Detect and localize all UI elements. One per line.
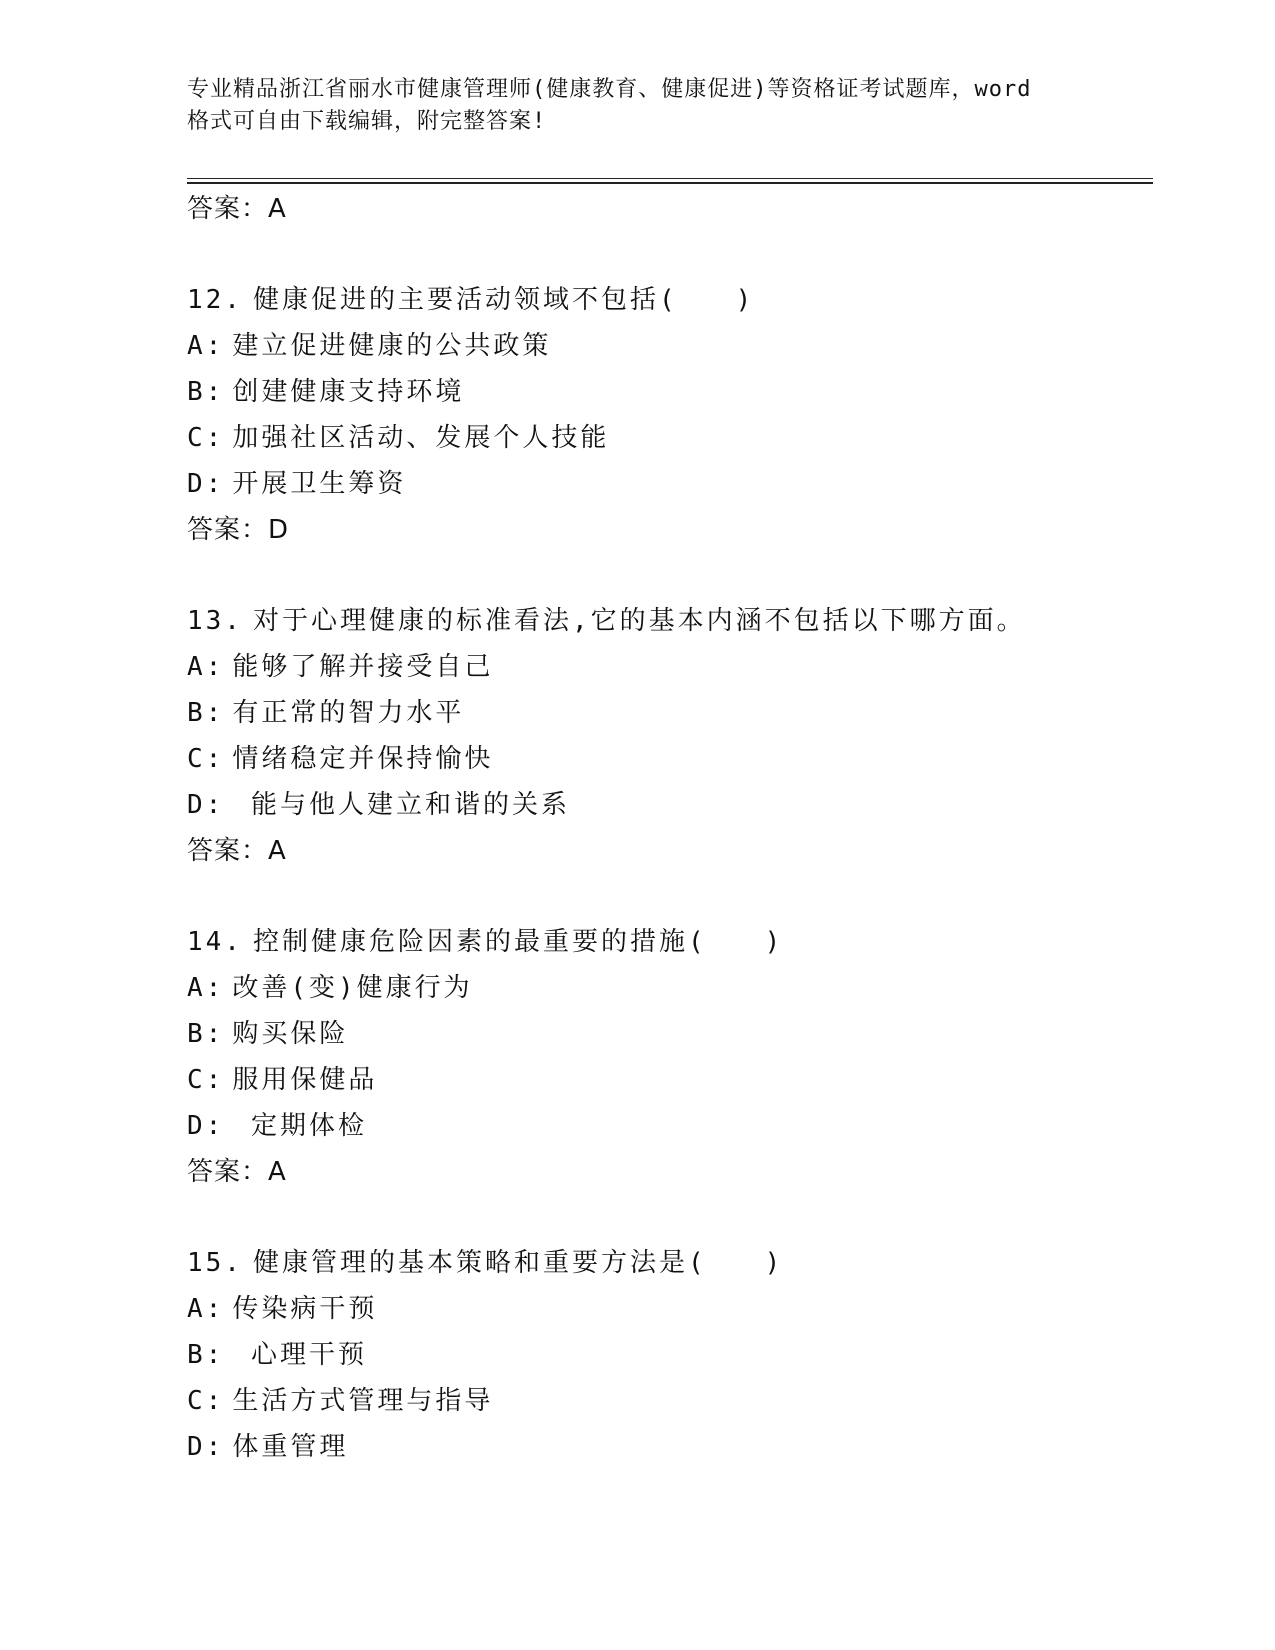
question-12 xyxy=(187,277,1147,553)
question-number: 14. xyxy=(187,927,243,957)
question-number: 15. xyxy=(187,1248,243,1278)
question-text: 健康管理的基本策略和重要方法是( ) xyxy=(252,1248,784,1278)
question-15 xyxy=(187,1240,1147,1470)
question-number: 12. xyxy=(187,285,243,315)
document-header xyxy=(187,74,1087,138)
question-text: 控制健康危险因素的最重要的措施( ) xyxy=(252,927,784,957)
option-a: A: 能够了解并接受自己 xyxy=(187,652,494,682)
question-answer: 答案：A xyxy=(187,836,287,866)
option-c: C: 生活方式管理与指导 xyxy=(187,1386,494,1416)
question-text: 对于心理健康的标准看法,它的基本内涵不包括以下哪方面。 xyxy=(252,606,1026,636)
option-d: D: 开展卫生筹资 xyxy=(187,469,407,499)
option-c: C: 加强社区活动、发展个人技能 xyxy=(187,423,610,453)
question-stem xyxy=(187,1240,1147,1286)
answer-value: A xyxy=(268,194,287,224)
option-a: A: 改善(变)健康行为 xyxy=(187,973,473,1003)
header-rule-thick xyxy=(187,182,1153,184)
question-answer: 答案：D xyxy=(187,515,290,545)
answer-label: 答案： xyxy=(187,194,269,224)
option-b: B: 心理干预 xyxy=(187,1340,367,1370)
option-d: D: 定期体检 xyxy=(187,1111,367,1141)
question-number: 13. xyxy=(187,606,243,636)
option-b: B: 有正常的智力水平 xyxy=(187,698,465,728)
option-c: C: 服用保健品 xyxy=(187,1065,378,1095)
option-b: B: 购买保险 xyxy=(187,1019,349,1049)
option-d: D: 体重管理 xyxy=(187,1432,349,1462)
question-stem xyxy=(187,598,1147,644)
header-line-1: 专业精品浙江省丽水市健康管理师(健康教育、健康促进)等资格证考试题库，word xyxy=(187,77,1032,102)
option-d: D: 能与他人建立和谐的关系 xyxy=(187,790,570,820)
option-c: C: 情绪稳定并保持愉快 xyxy=(187,744,494,774)
question-text: 健康促进的主要活动领域不包括( ) xyxy=(252,285,755,315)
previous-answer xyxy=(187,186,1147,232)
header-line-2: 格式可自由下载编辑，附完整答案! xyxy=(187,109,547,134)
option-b: B: 创建健康支持环境 xyxy=(187,377,465,407)
question-13 xyxy=(187,598,1147,874)
question-14 xyxy=(187,919,1147,1195)
header-rule-thin xyxy=(187,178,1153,179)
option-a: A: 建立促进健康的公共政策 xyxy=(187,331,552,361)
question-list xyxy=(187,186,1147,1470)
question-stem xyxy=(187,919,1147,965)
question-stem xyxy=(187,277,1147,323)
option-a: A: 传染病干预 xyxy=(187,1294,378,1324)
question-answer: 答案：A xyxy=(187,1157,287,1187)
